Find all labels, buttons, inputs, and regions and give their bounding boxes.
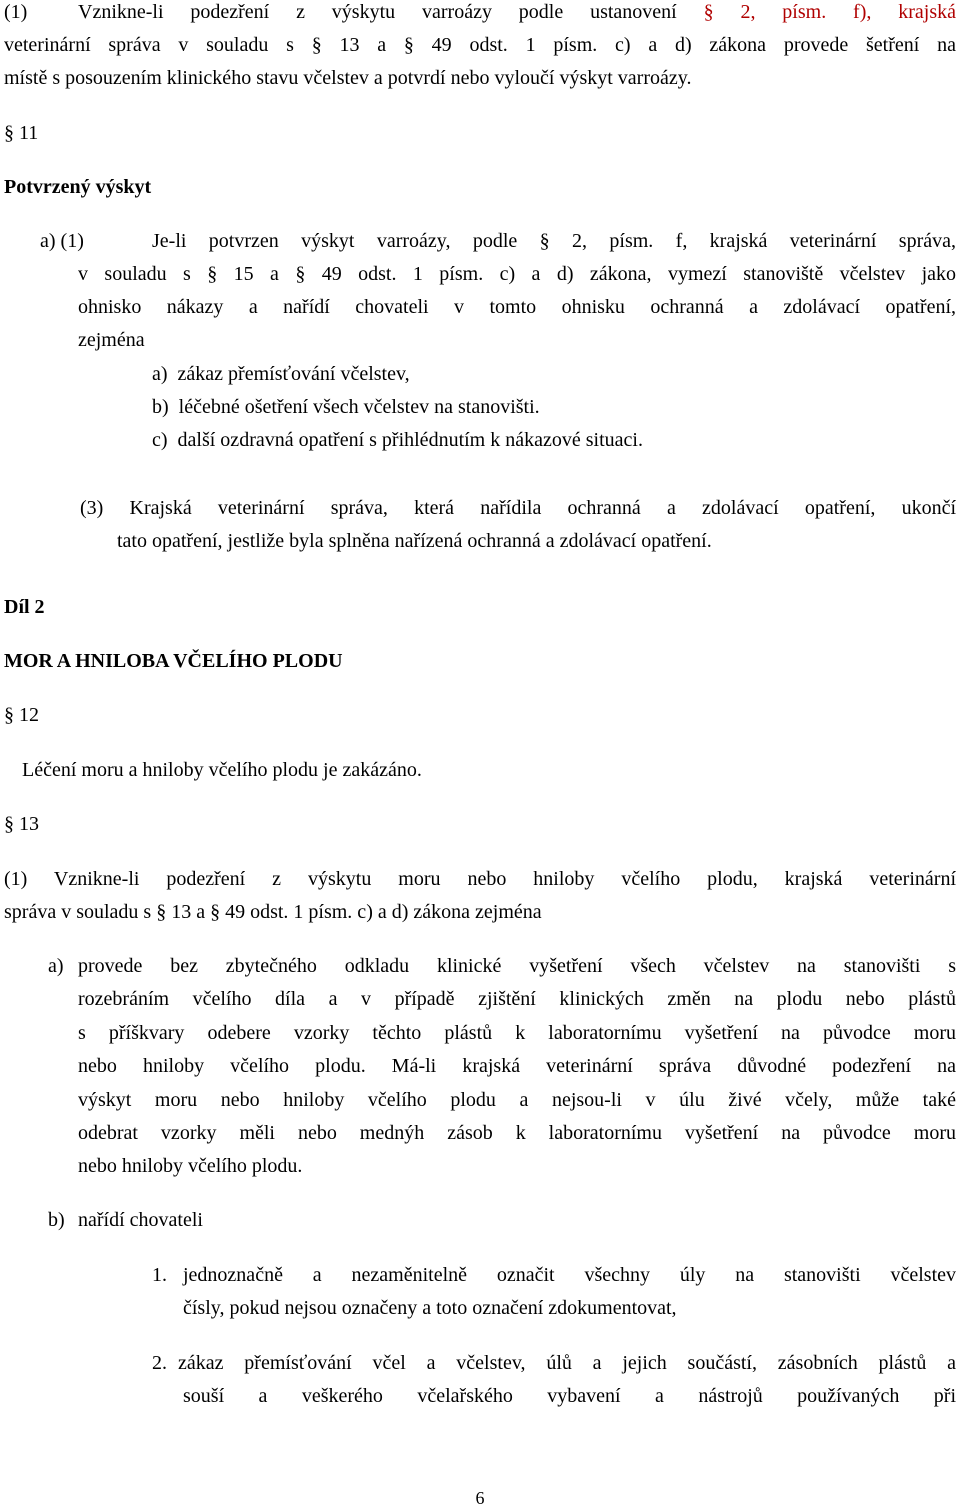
sec13-item1-line1: jednoznačně a nezaměnitelně označit všechny úly na stanovišti včelstev [183,1264,956,1286]
section-11-title: Potvrzený výskyt [4,176,152,198]
para1-line1 [78,0,956,29]
page-number: 6 [475,1488,485,1508]
sec13-a-line3: s příškvary odebere vzorky těchto plástů k laboratornímu vyšetření na původce moru [78,1022,956,1044]
sec11-line1: Je-li potvrzen výskyt varroázy, podle § 2, písm. f, krajská veterinární správa, [152,230,956,252]
sec11-a-label: a) (1) [40,230,84,252]
sec11-para3-line1: (3) Krajská veterinární správa, která nařídila ochranná a zdolávací opatření, ukončí [80,497,956,519]
sec13-a-line5: výskyt moru nebo hniloby včelího plodu a nejsou-li v úlu živé včely, může také [78,1089,956,1111]
sec13-item2-label: 2. [152,1352,167,1374]
sec11-item-a: a) zákaz přemísťování včelstev, [152,363,410,385]
para1-line2: veterinární správa v souladu s § 13 a § 49 odst. 1 písm. c) a d) zákona provede šetření na [4,34,956,56]
sec13-a-line1: provede bez zbytečného odkladu klinické vyšetření všech včelstev na stanovišti s [78,955,956,977]
para1-number: (1) [4,1,28,23]
sec11-line4: zejména [78,329,145,351]
sec13-a-line7: nebo hniloby včelího plodu. [78,1155,303,1177]
sec13-item2-line1: zákaz přemísťování včel a včelstev, úlů a jejich součástí, zásobních plástů a [178,1352,956,1374]
para1-line1-ref[interactable]: 2, písm. f), krajská [713,1,956,23]
sec13-a-line4: nebo hniloby včelího plodu. Má-li krajská veterinární správa důvodné podezření na [78,1055,956,1077]
para1-line3: místě s posouzením klinického stavu včelstev a potvrdí nebo vyloučí výskyt varroázy. [4,67,692,89]
sec13-para1-line1: (1) Vznikne-li podezření z výskytu moru nebo hniloby včelího plodu, krajská veterinární [4,868,956,890]
part2-heading: Díl 2 [4,596,45,618]
section-11-heading: § 11 [4,122,39,144]
sec11-item-b: b) léčebné ošetření všech včelstev na stanovišti. [152,396,540,418]
sec11-line2: v souladu s § 15 a § 49 odst. 1 písm. c) a d) zákona, vymezí stanoviště včelstev jako [78,263,956,285]
section-12-text: Léčení moru a hniloby včelího plodu je zakázáno. [22,759,422,781]
sec13-item1-label: 1. [152,1264,167,1286]
sec13-item1-line2: čísly, pokud nejsou označeny a toto označení zdokumentovat, [183,1297,677,1319]
part2-title: MOR A HNILOBA VČELÍHO PLODU [4,650,343,672]
para1-line1-text: Vznikne-li podezření z výskytu varroázy podle ustanovení [78,1,704,23]
sec13-a-line2: rozebráním včelího díla a v případě zjištění klinických změn na plodu nebo plástů [78,988,956,1010]
sec11-line3: ohnisko nákazy a nařídí chovateli v tomto ohnisku ochranná a zdolávací opatření, [78,296,956,318]
sec13-item2-line2: souší a veškerého včelařského vybavení a nástrojů používaných při [183,1385,956,1407]
sec11-item-c: c) další ozdravná opatření s přihlédnutím k nákazové situaci. [152,429,643,451]
section-12-heading: § 12 [4,704,39,726]
sec13-a-line6: odebrat vzorky měli nebo mednýh zásob k laboratornímu vyšetření na původce moru [78,1122,956,1144]
section-13-heading: § 13 [4,813,39,835]
sec13-b-text: nařídí chovateli [78,1209,203,1231]
sec13-b-label: b) [48,1209,65,1231]
sec11-para3-line2: tato opatření, jestliže byla splněna nařízená ochranná a zdolávací opatření. [117,530,712,552]
sec13-para1-line2: správa v souladu s § 13 a § 49 odst. 1 písm. c) a d) zákona zejména [4,901,542,923]
sec13-a-label: a) [48,955,64,977]
para1-section-link[interactable]: § [703,1,714,23]
